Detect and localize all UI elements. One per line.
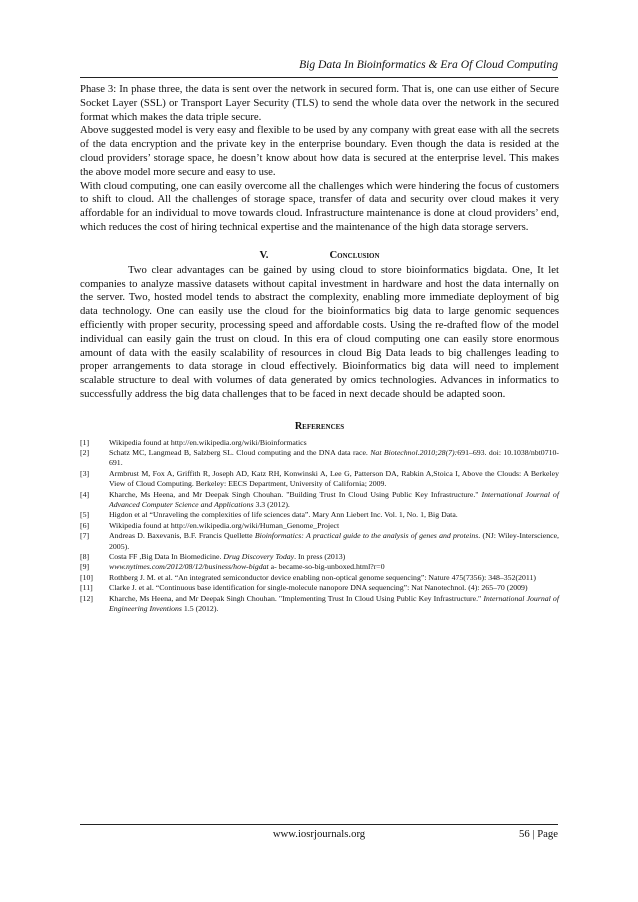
reference-number: [2] <box>80 447 90 457</box>
reference-italic-segment: International Journal of Engineering Inventions <box>109 593 559 614</box>
reference-text <box>109 448 559 469</box>
reference-text <box>109 438 559 448</box>
reference-segment: . In press (2013) <box>294 552 346 561</box>
reference-text <box>109 521 559 531</box>
reference-number: [1] <box>80 437 90 447</box>
section-number: V. <box>259 248 269 261</box>
reference-italic-segment: Nat Biotechnol.2010;28(7): <box>370 447 458 457</box>
journal-website: www.iosrjournals.org <box>272 828 366 840</box>
reference-number: [5] <box>80 510 90 520</box>
running-header: Big Data In Bioinformatics & Era Of Cloud Computing <box>299 58 558 71</box>
reference-segment: Kharche, Ms Heena, and Mr Deepak Singh Chouhan. "Building Trust In Cloud Using Public Key Infrastructure." <box>109 489 482 499</box>
reference-text <box>109 510 559 520</box>
reference-segment: Armbrust M, Fox A, Griffith R, Joseph AD, Katz RH, Konwinski A, Lee G, Patterson DA, Rabkin A,Stoica I, Above the Clouds: A Berkeley View of Cloud Computing. Berkeley: EECS Department, University of California; 2009. <box>109 468 559 489</box>
reference-segment: Wikipedia found at http://en.wikipedia.org/wiki/Human_Genome_Project <box>109 520 340 530</box>
page-number: 56 | Page <box>519 828 558 840</box>
reference-text <box>109 552 559 562</box>
paragraph-cloud-challenges: With cloud computing, one can easily overcome all the challenges which were hindering the focus of customers to shift to cloud. All the challenges of storage space, transfer of data and security over cloud makes it very affordable for an individual to move towards cloud. Infrastructure maintenance is done at cloud providers’ end, which reduces the cost of hiring technical expertise and the maintenance of the high data storage servers. <box>80 179 559 233</box>
reference-item <box>80 469 559 490</box>
reference-text <box>109 469 559 490</box>
reference-item <box>80 490 559 511</box>
footer-divider <box>80 824 558 825</box>
reference-list <box>80 438 559 615</box>
page-body <box>80 83 559 614</box>
reference-item <box>80 552 559 562</box>
reference-segment: Schatz MC, Langmead B, Salzberg SL. Cloud computing and the DNA data race. <box>109 447 371 457</box>
reference-item <box>80 510 559 520</box>
reference-number: [3] <box>80 468 90 478</box>
reference-number: [6] <box>80 520 90 530</box>
reference-segment: . (NJ: Wiley-Interscience, 2005). <box>109 531 559 551</box>
reference-segment: Wikipedia found at http://en.wikipedia.org/wiki/Bioinformatics <box>109 437 307 447</box>
paragraph-model-benefits: Above suggested model is very easy and flexible to be used by any company with great ease with all the secrets of the data encryption and the private key in the enterprise boundary. Even though the data is resided at the cloud providers’ storage space, he doesn’t know about how data is secured at the enterprise level. This makes the above model more secure and easy to use. <box>80 124 559 178</box>
section-heading <box>80 248 559 262</box>
reference-item <box>80 583 559 593</box>
reference-segment: Costa FF ,Big Data In Biomedicine. <box>109 552 224 561</box>
reference-number: [4] <box>80 489 90 499</box>
reference-text <box>109 594 559 615</box>
reference-item <box>80 531 559 552</box>
reference-number: [7] <box>80 531 90 541</box>
conclusion-paragraph: Two clear advantages can be gained by using cloud to store bioinformatics bigdata. One, It let companies to analyze massive datasets without capital investment in hardware and host the data internally on the server. Two, hosted model tends to abstract the complexity, enabling more immediate deployment of big data technology. One can easily use the cloud for the bioinformatics big data to large genomic sequences efficiently with proper security, processing speed and affordable costs. Using the re-drafted flow of the model individual can easily gain the trust on cloud. In this era of cloud computing one can easily store enormous amount of data with the easily scalability of resources in cloud Big Data leads to big challenges leading to proper arrangements to data storage in cloud effectively. Bioinformatics big data will need to implement scalable structure to deal with volumes of data generated by omics technologies. Advances in informatics to successfully address the big data challenges that to be faced in next decade should be adapted soon. <box>80 263 559 400</box>
section-title: Conclusion <box>329 248 380 261</box>
reference-italic-segment: www.nytimes.com/2012/08/12/business/how-bigdat <box>109 562 269 572</box>
reference-number: [11] <box>80 583 93 593</box>
reference-number: [12] <box>80 593 93 603</box>
reference-text <box>109 562 559 572</box>
reference-italic-segment: Drug Discovery Today <box>223 552 295 561</box>
reference-segment: Higdon et al “Unraveling the complexities of life sciences data”. Mary Ann Liebert Inc. Vol. 1, No. 1, Big Data. <box>109 510 458 520</box>
reference-item <box>80 562 559 572</box>
paragraph-phase3: Phase 3: In phase three, the data is sent over the network in secured form. That is, one can use either of Secure Socket Layer (SSL) or Transport Layer Security (TLS) to send the whole data over the network in the secured format which makes the data triple secure. <box>80 83 559 123</box>
reference-number: [10] <box>80 572 93 582</box>
reference-italic-segment: International Journal of Advanced Computer Science and Applications <box>109 489 559 509</box>
reference-item <box>80 438 559 448</box>
reference-segment: a- became-so-big-unboxed.html?r=0 <box>268 562 385 572</box>
reference-item <box>80 521 559 531</box>
reference-segment: Clarke J. et al. “Continuous base identification for single-molecule nanopore DNA sequencing”: Nat Nanotechnol. (4): 265–70 (2009) <box>109 583 528 593</box>
reference-segment: Andreas D. Baxevanis, B.F. Francis Quellette <box>109 531 255 541</box>
reference-italic-segment: Bioinformatics: A practical guide to the analysis of genes and proteins <box>254 531 479 541</box>
references-heading: References <box>294 420 345 432</box>
reference-number: [8] <box>80 552 90 561</box>
reference-item <box>80 573 559 583</box>
reference-text <box>109 531 559 552</box>
reference-segment: 691–693. doi: 10.1038/nbt0710-691. <box>109 447 559 468</box>
reference-item <box>80 594 559 615</box>
reference-segment: Rothberg J. M. et al. “An integrated semiconductor device enabling non-optical genome sequencing”: Nature 475(7356): 348–352(2011) <box>109 572 536 582</box>
reference-segment: 1.5 (2012). <box>181 604 219 614</box>
reference-segment: 3.3 (2012). <box>253 499 290 509</box>
reference-item <box>80 448 559 469</box>
reference-text <box>109 573 559 583</box>
header-divider <box>80 77 558 78</box>
reference-number: [9] <box>80 562 90 572</box>
reference-segment: Kharche, Ms Heena, and Mr Deepak Singh Chouhan. "Implementing Trust In Cloud Using Public Key Infrastructure." <box>109 593 484 603</box>
reference-text <box>109 490 559 511</box>
reference-text <box>109 583 559 593</box>
